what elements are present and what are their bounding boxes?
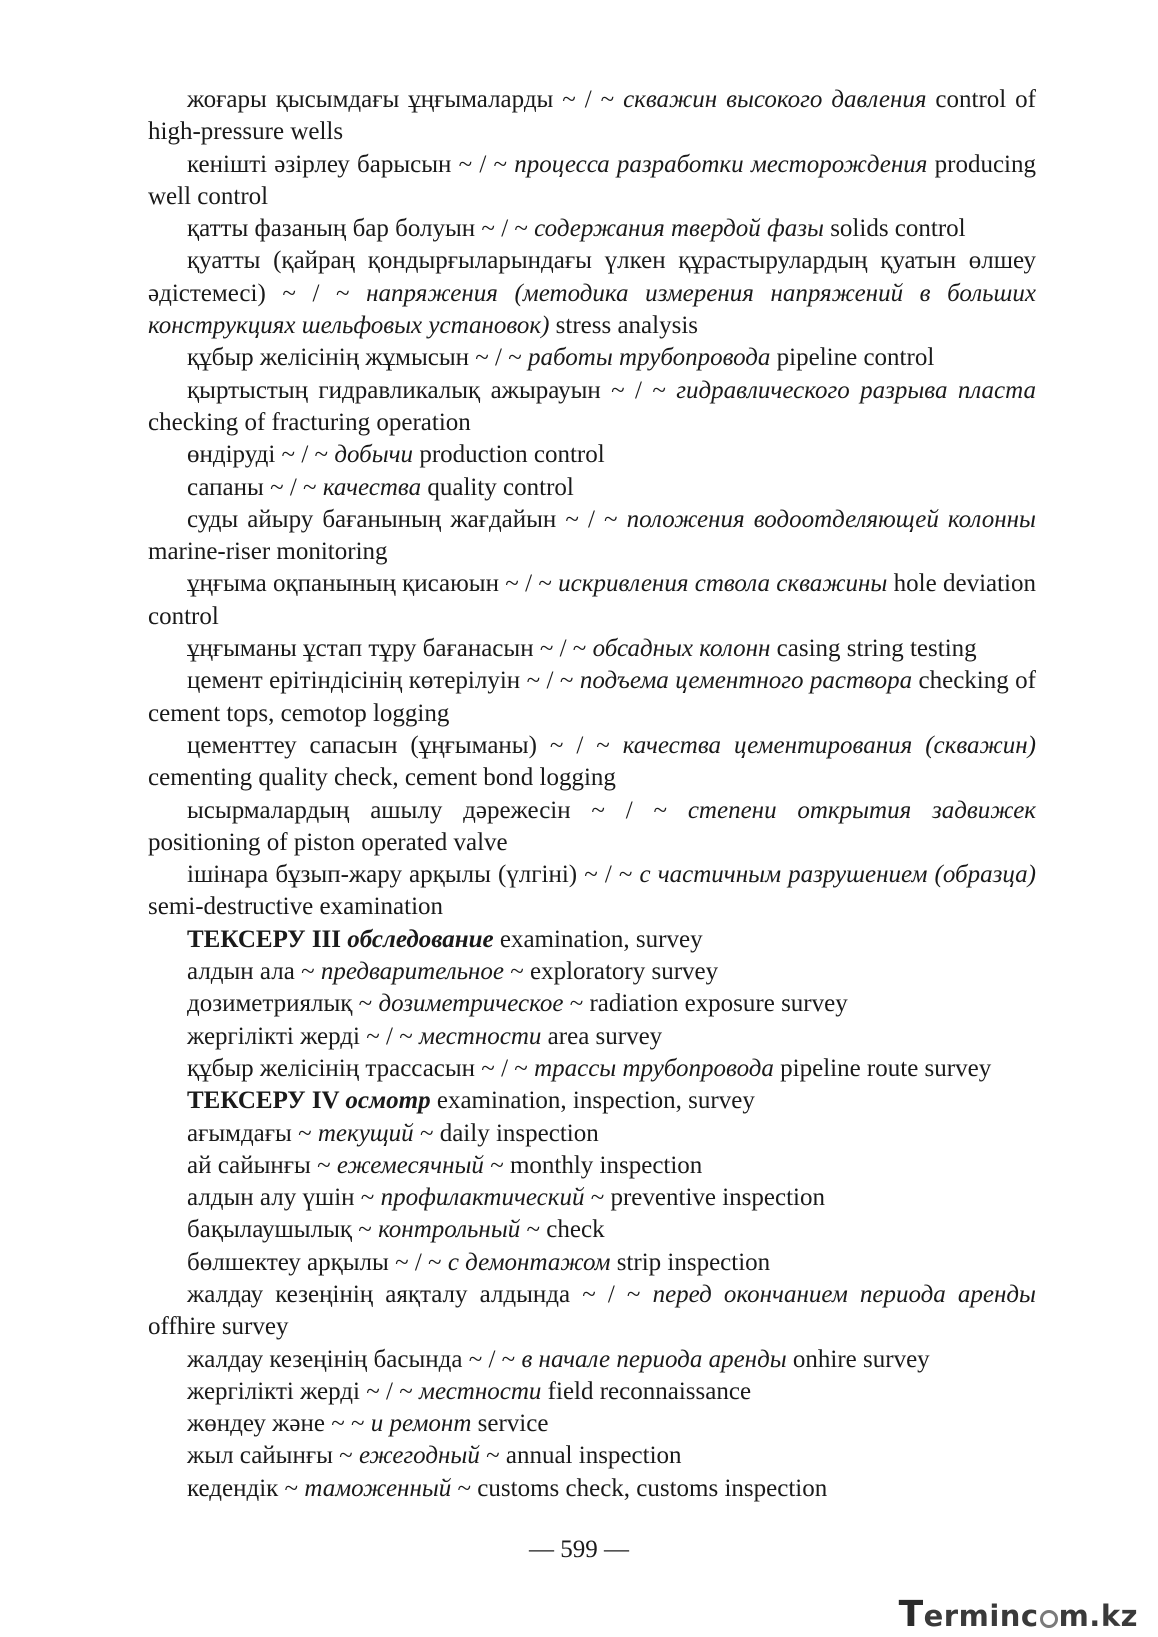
entry-russian: местности xyxy=(418,1022,542,1050)
entry-russian: качества цементирования (скважин) xyxy=(622,731,1036,759)
entry-russian: процесса разработки месторождения xyxy=(514,150,928,178)
entry-kazakh: ұңғыма оқпанының қисаюын ~ / ~ xyxy=(187,570,559,598)
entry-english: onhire survey xyxy=(786,1345,930,1373)
entry-kazakh: жөндеу және ~ ~ xyxy=(187,1410,371,1438)
entry-russian: с частичным разрушением (образца) xyxy=(639,861,1036,889)
entry-russian: содержания твердой фазы xyxy=(534,215,824,243)
entry-english: ~ check xyxy=(520,1216,605,1244)
dictionary-entry xyxy=(148,149,1036,214)
entry-kazakh: ұңғыманы ұстап тұру бағанасын ~ / ~ xyxy=(187,635,593,663)
dictionary-entry xyxy=(148,1021,1036,1053)
dictionary-entry xyxy=(148,1344,1036,1376)
entry-kazakh: өндiрудi ~ / ~ xyxy=(187,441,335,469)
dictionary-entry xyxy=(148,1376,1036,1408)
entry-russian: профилактический xyxy=(380,1184,585,1212)
entry-english: checking of fracturing operation xyxy=(148,408,471,436)
entry-russian: предварительное xyxy=(320,958,504,986)
entry-english: pipeline route survey xyxy=(773,1054,992,1082)
dictionary-entry xyxy=(148,1473,1036,1505)
entry-russian: ежемесячный xyxy=(336,1151,484,1179)
entry-russian: искривления ствола скважины xyxy=(558,570,888,598)
entry-english: area survey xyxy=(541,1022,663,1050)
dictionary-heading xyxy=(148,1085,1036,1117)
entry-russian: скважин высокого давления xyxy=(623,86,927,113)
entry-kazakh: сапаны ~ / ~ xyxy=(187,473,323,501)
dictionary-entry xyxy=(148,1279,1036,1344)
dictionary-entry xyxy=(148,1053,1036,1085)
entry-english: pipeline control xyxy=(770,344,935,372)
entry-russian: напряжения (методика измерения напряжений в больших конструкциях шельфовых установок) xyxy=(148,279,1036,340)
dictionary-entry xyxy=(148,472,1036,504)
entry-russian: подъема цементного раствора xyxy=(579,667,913,695)
entry-russian: осмотр xyxy=(345,1087,431,1115)
entry-english: producing well control xyxy=(148,150,1036,210)
dictionary-entry xyxy=(148,1247,1036,1279)
entry-kazakh: жергiлiктi жердi ~ / ~ xyxy=(187,1377,419,1405)
logo-text-middle: erminc xyxy=(923,1599,1039,1633)
entry-kazakh: құбыр желiсiнiң трассасын ~ / ~ xyxy=(187,1054,535,1082)
dictionary-body xyxy=(148,84,1036,1505)
entry-english: ~ exploratory survey xyxy=(503,958,719,986)
dictionary-entry xyxy=(148,1150,1036,1182)
dictionary-entry xyxy=(148,342,1036,374)
entry-kazakh: жергiлiктi жердi ~ / ~ xyxy=(187,1022,419,1050)
entry-kazakh: кеніштi әзiрлеу барысын ~ / ~ xyxy=(187,150,515,178)
entry-english: service xyxy=(471,1410,549,1438)
entry-kazakh: қыртыстың гидравликалық ажырауын ~ / ~ xyxy=(187,376,677,404)
logo-text-suffix: m.kz xyxy=(1058,1599,1138,1633)
dictionary-entry xyxy=(148,245,1036,342)
entry-english: marine-riser monitoring xyxy=(148,538,388,566)
entry-russian: обсадных колонн xyxy=(592,635,771,663)
entry-russian: добычи xyxy=(334,441,414,469)
dictionary-entry xyxy=(148,1182,1036,1214)
entry-kazakh: ағымдағы ~ xyxy=(187,1119,318,1147)
entry-english: ~ monthly inspection xyxy=(483,1151,703,1179)
entry-kazakh: цементтеу сапасын (ұңғыманы) ~ / ~ xyxy=(187,731,623,759)
entry-english: production control xyxy=(413,441,605,469)
entry-russian: гидравлического разрыва пласта xyxy=(676,376,1036,404)
entry-kazakh: қуатты (қайраң қондырғыларындағы үлкен құрастырулардың қуатын өлшеу әдiстемесi) ~ / ~ xyxy=(148,247,1036,307)
entry-english: ~ radiation exposure survey xyxy=(563,990,848,1018)
entry-russian: текущий xyxy=(317,1119,414,1147)
entry-kazakh: кедендiк ~ xyxy=(187,1474,305,1502)
dictionary-entry xyxy=(148,859,1036,924)
entry-kazakh: цемент ерiтiндiсiнiң көтерiлуiн ~ / ~ xyxy=(187,667,580,695)
entry-english: examination, survey xyxy=(493,925,703,953)
dictionary-entry xyxy=(148,1214,1036,1246)
entry-russian: степени открытия задвижек xyxy=(687,796,1036,824)
entry-kazakh: жоғары қысымдағы ұңғымаларды ~ / ~ xyxy=(187,86,624,113)
dictionary-heading xyxy=(148,924,1036,956)
entry-kazakh: суды айыру бағанының жағдайын ~ / ~ xyxy=(187,505,627,533)
entry-kazakh: бақылаушылық ~ xyxy=(187,1216,379,1244)
dictionary-entry xyxy=(148,665,1036,730)
entry-russian: местности xyxy=(418,1377,542,1405)
entry-english: ~ annual inspection xyxy=(479,1442,682,1470)
entry-english: field reconnaissance xyxy=(541,1377,752,1405)
dictionary-entry xyxy=(148,956,1036,988)
entry-russian: дозиметрическое xyxy=(378,990,564,1018)
entry-russian: в начале периода аренды xyxy=(521,1345,787,1373)
entry-russian: с демонтажом xyxy=(447,1248,611,1276)
entry-kazakh: алдын ала ~ xyxy=(187,958,321,986)
entry-english: strip inspection xyxy=(610,1248,771,1276)
dictionary-entry xyxy=(148,504,1036,569)
dictionary-entry xyxy=(148,730,1036,795)
entry-english: control of high-pressure wells xyxy=(148,86,1036,146)
entry-russian: работы трубопровода xyxy=(528,344,771,372)
entry-russian: трассы трубопровода xyxy=(534,1054,774,1082)
entry-kazakh: ТЕКСЕРУ IV xyxy=(187,1087,346,1115)
entry-english: offhire survey xyxy=(148,1313,289,1341)
entry-english: examination, inspection, survey xyxy=(430,1087,755,1115)
entry-english: stress analysis xyxy=(549,312,699,340)
entry-english: solids control xyxy=(823,215,966,243)
entry-english: casing string testing xyxy=(770,635,977,663)
entry-kazakh: ысырмалардың ашылу дәрежесiн ~ / ~ xyxy=(187,796,688,824)
entry-russian: обследование xyxy=(347,925,494,953)
entry-kazakh: алдын алу үшiн ~ xyxy=(187,1184,381,1212)
dictionary-entry xyxy=(148,568,1036,633)
entry-english: quality control xyxy=(421,473,574,501)
dictionary-entry xyxy=(148,84,1036,149)
entry-kazakh: бөлшектеу арқылы ~ / ~ xyxy=(187,1248,448,1276)
entry-english: semi-destructive examination xyxy=(148,893,444,921)
dictionary-entry xyxy=(148,213,1036,245)
entry-english: checking of cement tops, cemotop logging xyxy=(148,667,1036,727)
dictionary-entry xyxy=(148,375,1036,440)
dictionary-entry xyxy=(148,1118,1036,1150)
entry-russian: таможенный xyxy=(304,1474,452,1502)
entry-english: positioning of piston operated valve xyxy=(148,828,508,856)
dictionary-entry xyxy=(148,439,1036,471)
logo-letter-t: T xyxy=(898,1594,924,1635)
dictionary-entry xyxy=(148,795,1036,860)
entry-russian: контрольный xyxy=(378,1216,521,1244)
dictionary-entry xyxy=(148,1408,1036,1440)
page-number: — 599 — xyxy=(529,1536,629,1563)
entry-english: hole deviation control xyxy=(148,570,1036,630)
logo-ring-icon xyxy=(1040,1610,1058,1628)
entry-english: ~ customs check, customs inspection xyxy=(451,1474,828,1502)
entry-kazakh: жалдау кезеңiнiң басында ~ / ~ xyxy=(187,1345,522,1373)
entry-kazakh: iшiнара бұзып-жару арқылы (үлгiнi) ~ / ~ xyxy=(187,861,640,889)
entry-russian: положения водоотделяющей колонны xyxy=(626,505,1036,533)
termincom-logo xyxy=(899,1594,1138,1635)
entry-kazakh: жалдау кезеңiнiң аяқталу алдында ~ / ~ xyxy=(187,1280,653,1308)
dictionary-entry xyxy=(148,988,1036,1020)
entry-english: cementing quality check, cement bond logging xyxy=(148,764,616,792)
dictionary-entry xyxy=(148,1440,1036,1472)
entry-kazakh: жыл сайынғы ~ xyxy=(187,1442,359,1470)
entry-kazakh: құбыр желiсiнiң жұмысын ~ / ~ xyxy=(187,344,529,372)
entry-russian: качества xyxy=(322,473,422,501)
entry-kazakh: ай сайынғы ~ xyxy=(187,1151,337,1179)
entry-russian: перед окончанием периода аренды xyxy=(652,1280,1036,1308)
entry-english: ~ daily inspection xyxy=(413,1119,599,1147)
entry-kazakh: дозиметриялық ~ xyxy=(187,990,379,1018)
entry-kazakh: қатты фазаның бар болуын ~ / ~ xyxy=(187,215,535,243)
entry-russian: и ремонт xyxy=(370,1410,472,1438)
entry-kazakh: ТЕКСЕРУ III xyxy=(187,925,348,953)
entry-russian: ежегодный xyxy=(358,1442,480,1470)
entry-english: ~ preventive inspection xyxy=(584,1184,825,1212)
dictionary-entry xyxy=(148,633,1036,665)
